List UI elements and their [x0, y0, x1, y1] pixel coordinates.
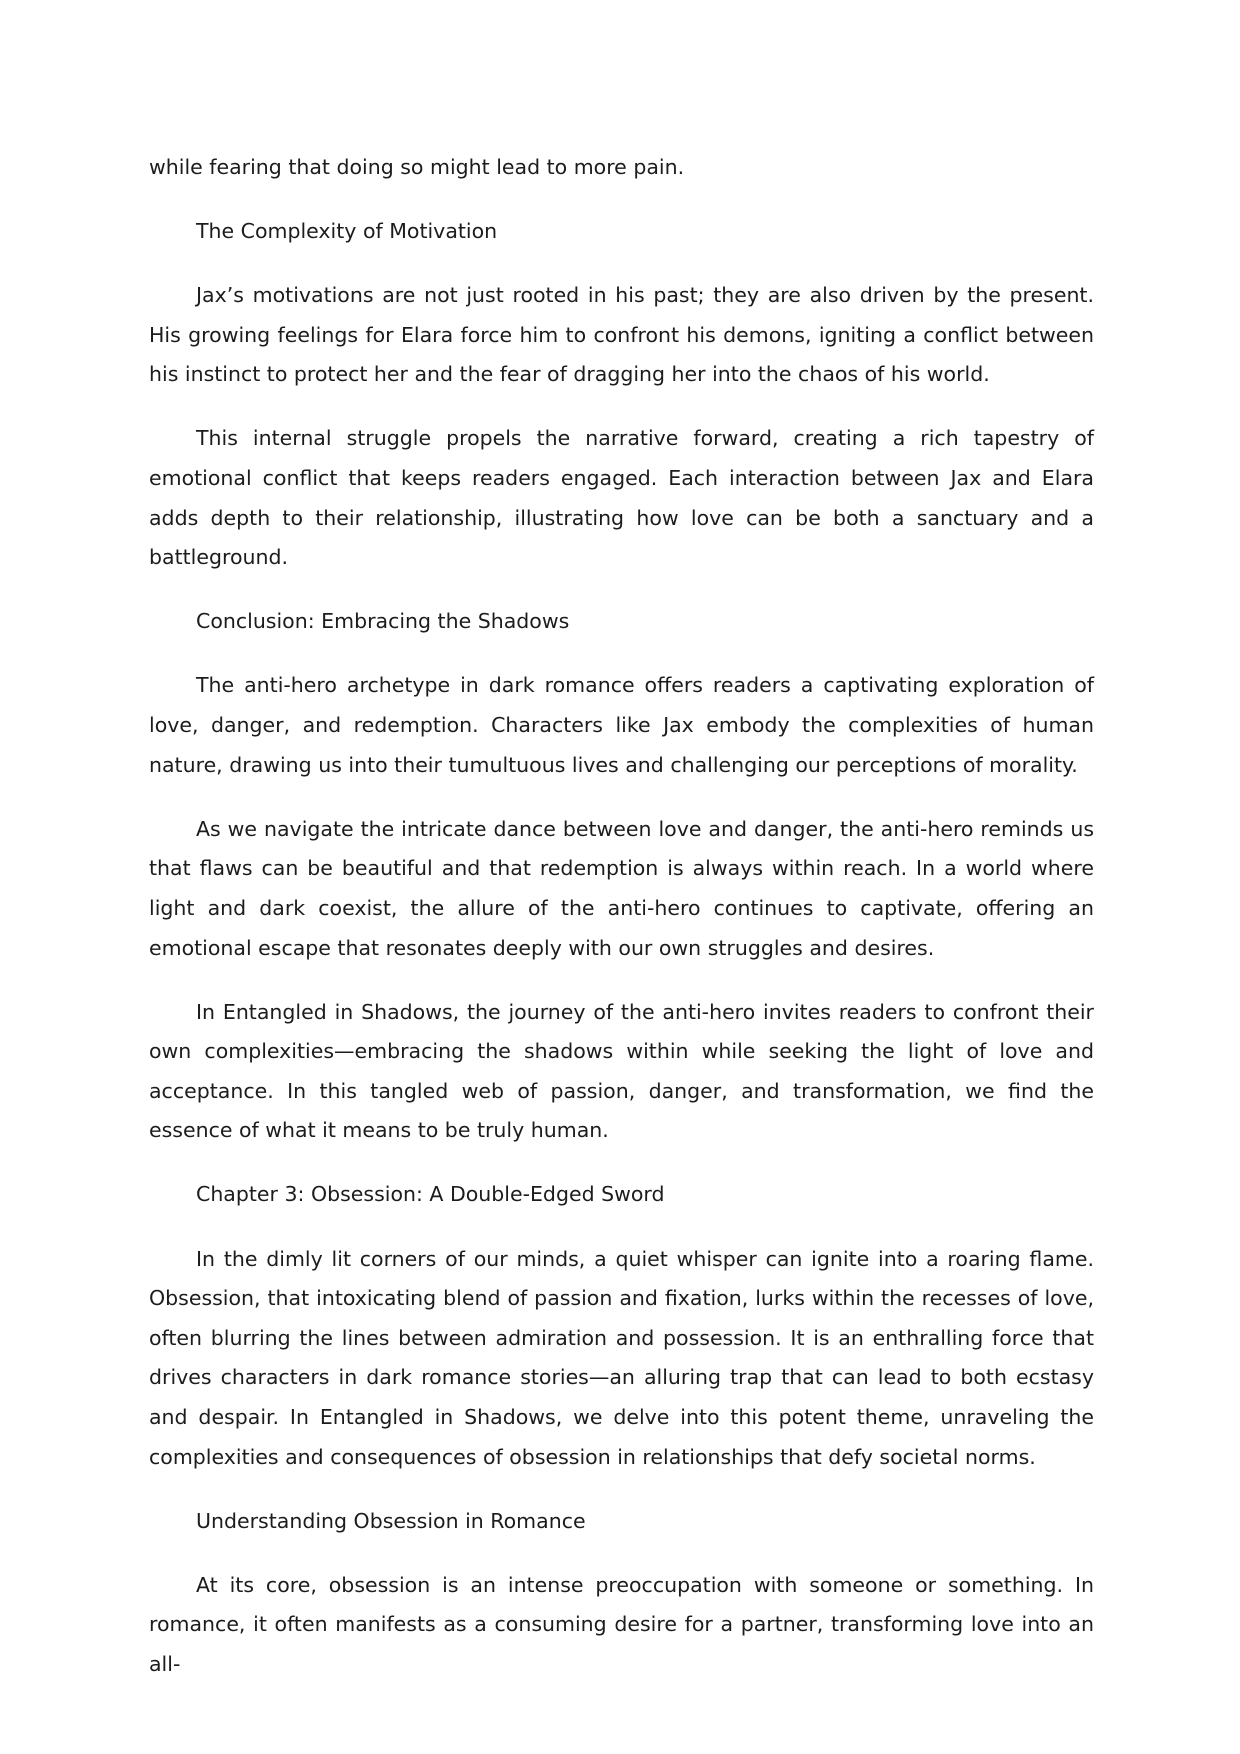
- paragraph: In the dimly lit corners of our minds, a quiet whisper can ignite into a roaring flame. Obsession, that intoxicating blend of passion and fixation, lurks within the recesses of love, often blurring the lines between admiration and possession. It is an enthralling force that drives characters in dark romance stories—an alluring trap that can lead to both ecstasy and despair. In Entangled in Shadows, we delve into this potent theme, unraveling the complexities and consequences of obsession in relationships that defy societal norms.: [149, 1246, 1094, 1469]
- paragraph-continued: while fearing that doing so might lead to more pain.: [149, 155, 685, 179]
- paragraph: In Entangled in Shadows, the journey of the anti-hero invites readers to confront their own complexities—embracing the shadows within while seeking the light of love and acceptance. In this tangled web of passion, danger, and transformation, we find the essence of what it means to be truly human.: [149, 999, 1094, 1143]
- document-page: [149, 148, 1094, 1685]
- section-heading-conclusion: Conclusion: Embracing the Shadows: [196, 609, 570, 634]
- paragraph: As we navigate the intricate dance between love and danger, the anti-hero reminds us that flaws can be beautiful and that redemption is always within reach. In a world where light and dark coexist, the allure of the anti-hero continues to captivate, offering an emotional escape that resonates deeply with our own struggles and desires.: [149, 816, 1094, 960]
- section-heading-complexity-of-motivation: The Complexity of Motivation: [196, 219, 498, 244]
- paragraph: Jax’s motivations are not just rooted in his past; they are also driven by the present. His growing feelings for Elara force him to confront his demons, igniting a conflict between his instinct to protect her and the fear of dragging her into the chaos of his world.: [149, 283, 1094, 387]
- paragraph: This internal struggle propels the narrative forward, creating a rich tapestry of emotional conflict that keeps readers engaged. Each interaction between Jax and Elara adds depth to their relationship, illustrating how love can be both a sanctuary and a battleground.: [149, 426, 1094, 570]
- paragraph: The anti-hero archetype in dark romance offers readers a captivating exploration of love, danger, and redemption. Characters like Jax embody the complexities of human nature, drawing us into their tumultuous lives and challenging our perceptions of morality.: [149, 673, 1094, 777]
- paragraph: At its core, obsession is an intense preoccupation with someone or something. In romance, it often manifests as a consuming desire for a partner, transforming love into an all-: [149, 1572, 1094, 1676]
- section-heading-understanding-obsession: Understanding Obsession in Romance: [196, 1508, 586, 1533]
- chapter-heading: Chapter 3: Obsession: A Double-Edged Sword: [196, 1182, 665, 1207]
